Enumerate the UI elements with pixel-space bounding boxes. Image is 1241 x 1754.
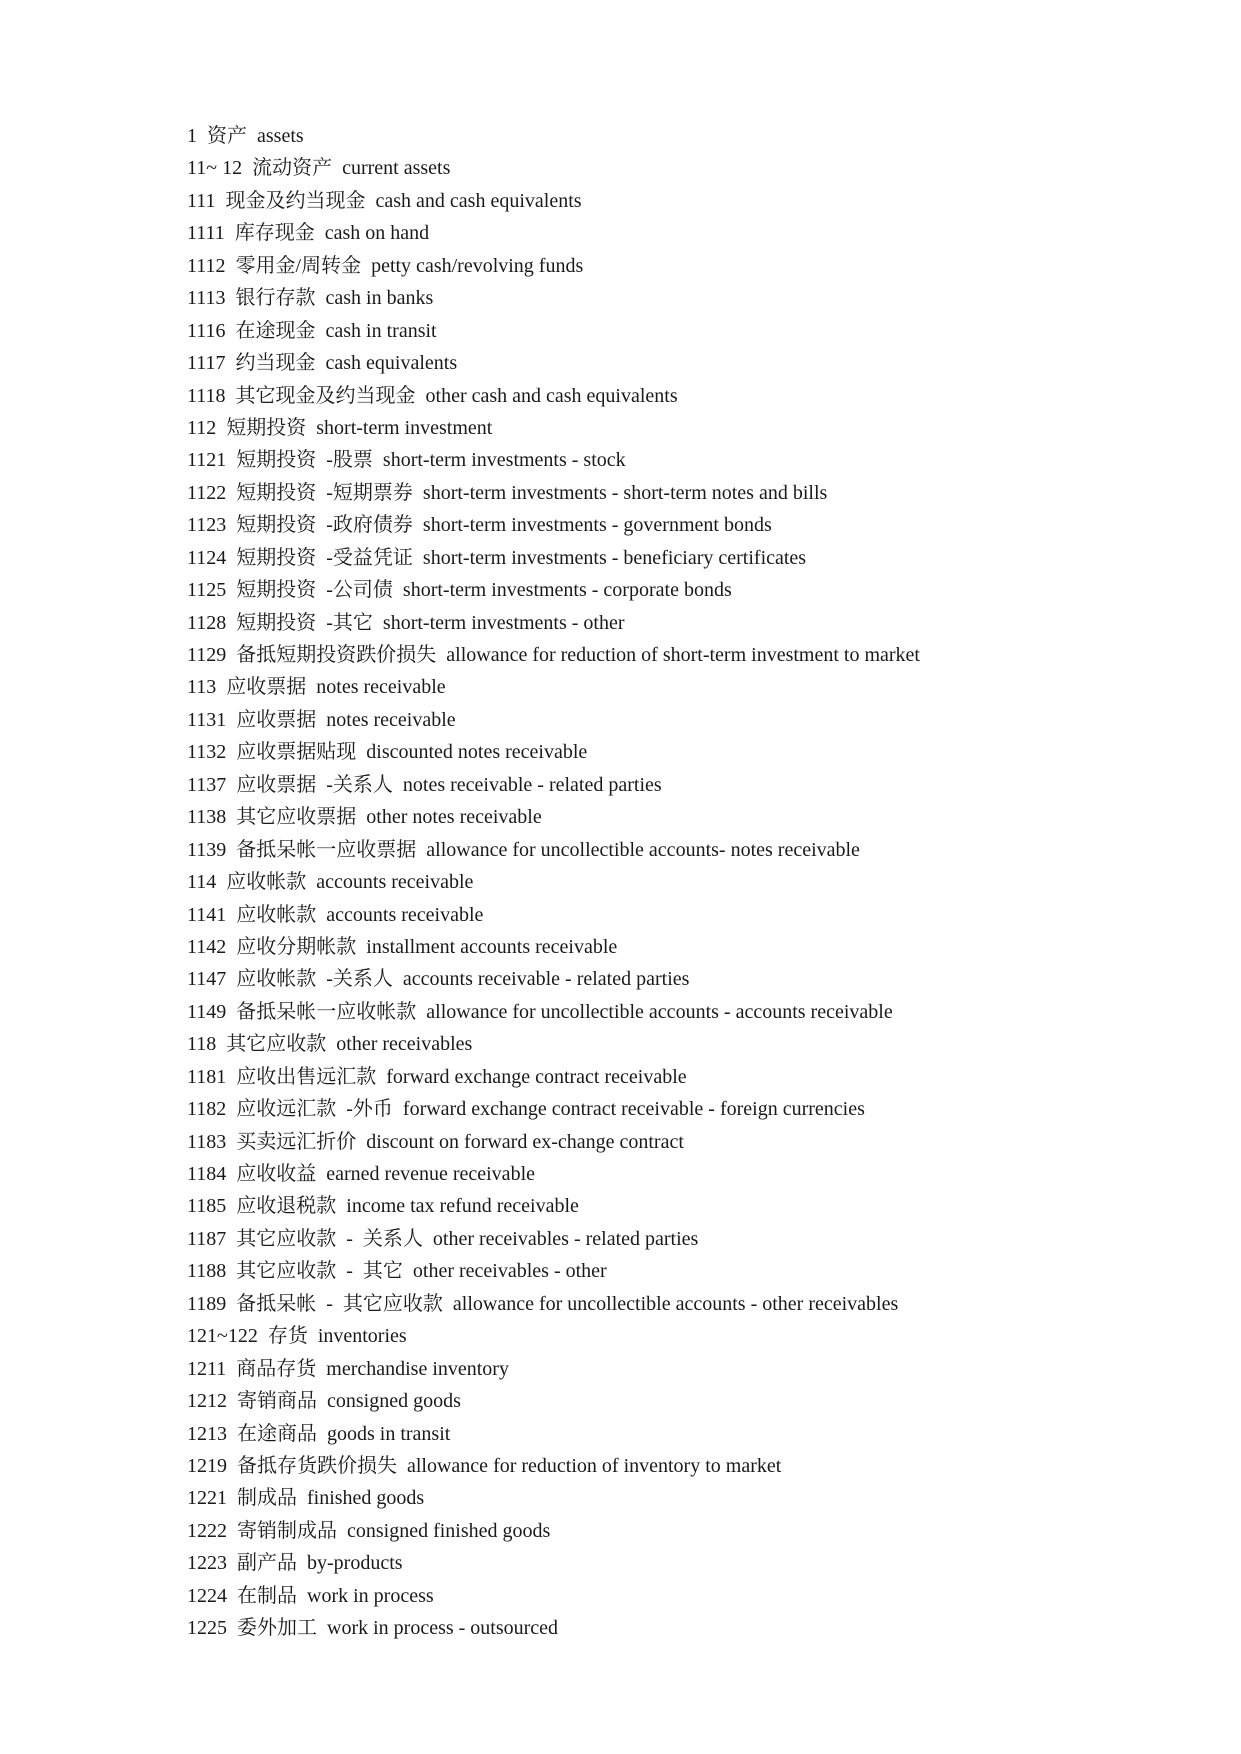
account-line: 1142 应收分期帐款 installment accounts receivable [187, 935, 618, 958]
account-line: 1183 买卖远汇折价 discount on forward ex-change contract [187, 1130, 684, 1153]
account-line: 1221 制成品 finished goods [187, 1487, 425, 1510]
account-line: 1222 寄销制成品 consigned finished goods [187, 1519, 551, 1542]
account-line: 1212 寄销商品 consigned goods [187, 1390, 461, 1413]
account-line: 1149 备抵呆帐一应收帐款 allowance for uncollectible accounts - accounts receivable [187, 1000, 893, 1023]
account-line: 1138 其它应收票据 other notes receivable [187, 806, 542, 829]
account-line: 1112 零用金/周转金 petty cash/revolving funds [187, 254, 584, 277]
account-line: 1141 应收帐款 accounts receivable [187, 903, 484, 926]
account-line: 1213 在途商品 goods in transit [187, 1422, 451, 1445]
account-line: 1124 短期投资 -受益凭证 short-term investments - beneficiary certificates [187, 546, 807, 569]
account-line: 1224 在制品 work in process [187, 1584, 434, 1607]
account-line: 1113 银行存款 cash in banks [187, 287, 434, 310]
account-line: 11~ 12 流动资产 current assets [187, 157, 451, 180]
account-line: 1189 备抵呆帐 - 其它应收款 allowance for uncollectible accounts - other receivables [187, 1292, 899, 1315]
account-line: 1121 短期投资 -股票 short-term investments - stock [187, 449, 626, 472]
account-line: 1211 商品存货 merchandise inventory [187, 1357, 509, 1380]
account-line: 1223 副产品 by-products [187, 1552, 403, 1575]
account-line: 1139 备抵呆帐一应收票据 allowance for uncollectible accounts- notes receivable [187, 838, 860, 861]
account-list [187, 120, 1197, 1645]
account-line: 118 其它应收款 other receivables [187, 1033, 473, 1056]
account-line: 1147 应收帐款 -关系人 accounts receivable - related parties [187, 968, 690, 991]
account-line: 114 应收帐款 accounts receivable [187, 871, 474, 894]
account-line: 1185 应收退税款 income tax refund receivable [187, 1195, 579, 1218]
account-line: 1184 应收收益 earned revenue receivable [187, 1163, 535, 1185]
account-line: 1137 应收票据 -关系人 notes receivable - related parties [187, 773, 662, 796]
account-line: 1 资产 assets [187, 125, 304, 147]
account-line: 1219 备抵存货跌价损失 allowance for reduction of inventory to market [187, 1454, 782, 1477]
account-line: 1122 短期投资 -短期票券 short-term investments - short-term notes and bills [187, 481, 828, 504]
account-line: 1132 应收票据贴现 discounted notes receivable [187, 741, 588, 764]
account-line: 1118 其它现金及约当现金 other cash and cash equivalents [187, 384, 678, 407]
account-line: 113 应收票据 notes receivable [187, 676, 446, 699]
account-line: 1128 短期投资 -其它 short-term investments - other [187, 611, 625, 634]
account-line: 1225 委外加工 work in process - outsourced [187, 1617, 559, 1640]
account-line: 1117 约当现金 cash equivalents [187, 352, 458, 375]
account-line: 1182 应收远汇款 -外币 forward exchange contract receivable - foreign currencies [187, 1098, 865, 1121]
account-line: 1125 短期投资 -公司债 short-term investments - corporate bonds [187, 579, 732, 602]
account-line: 1131 应收票据 notes receivable [187, 708, 456, 731]
account-line: 112 短期投资 short-term investment [187, 416, 493, 439]
account-line: 1181 应收出售远汇款 forward exchange contract receivable [187, 1065, 687, 1088]
account-line: 1188 其它应收款 - 其它 other receivables - other [187, 1260, 607, 1283]
account-line: 1111 库存现金 cash on hand [187, 222, 430, 245]
account-line: 111 现金及约当现金 cash and cash equivalents [187, 189, 582, 212]
account-line: 1129 备抵短期投资跌价损失 allowance for reduction of short-term investment to market [187, 644, 920, 666]
account-line: 121~122 存货 inventories [187, 1325, 407, 1348]
account-line: 1116 在途现金 cash in transit [187, 319, 437, 342]
account-line: 1123 短期投资 -政府债券 short-term investments - government bonds [187, 514, 772, 537]
account-line: 1187 其它应收款 - 关系人 other receivables - related parties [187, 1227, 699, 1250]
